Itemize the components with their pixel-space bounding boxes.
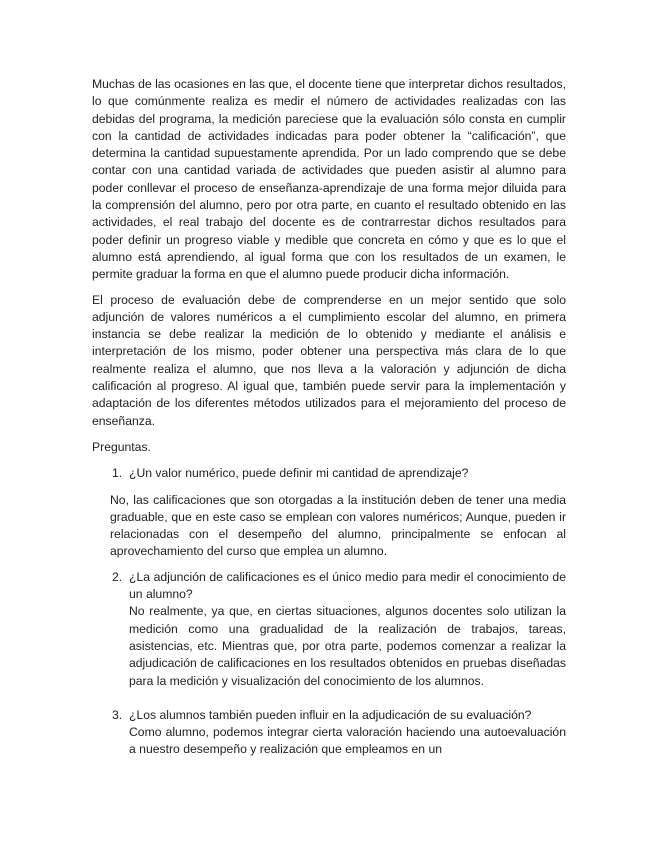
question-item-1	[92, 465, 566, 560]
question-text: ¿Los alumnos también pueden influir en la adjudicación de su evaluación?	[129, 707, 532, 722]
question-text: ¿Un valor numérico, puede definir mi cantidad de aprendizaje?	[129, 466, 469, 481]
document-page	[92, 76, 566, 759]
question-item-2	[92, 569, 566, 690]
question-number: 2.	[112, 569, 123, 584]
questions-list	[92, 465, 566, 758]
question-text: ¿La adjunción de calificaciones es el único medio para medir el conocimiento de un alumno?	[129, 569, 566, 602]
answer-text: Como alumno, podemos integrar cierta valoración haciendo una autoevaluación a nuestro desempeño y realización que empleamos en un	[129, 725, 566, 757]
question-number: 1.	[112, 466, 123, 481]
questions-heading: Preguntas.	[92, 439, 151, 454]
paragraph-evaluation-interpretation: Muchas de las ocasiones en las que, el docente tiene que interpretar dichos resultados, lo que comúnmente realiza es medir el número de actividades realizadas con las debidas del programa, la medición pareciese que la evaluación sólo consta en cumplir con la cantidad de actividades indicadas para poder obtener la “calificación”, que determina la cantidad supuestamente aprendida. Por un lado comprendo que se debe contar con una cantidad variada de actividades que pueden asistir al alumno para poder conllevar el proceso de enseñanza-aprendizaje de una forma mejor diluida para la comprensión del alumno, pero por otra parte, en cuanto el resultado obtenido en las actividades, el real trabajo del docente es de contrarrestar dichos resultados para poder definir un progreso viable y medible que concreta en cómo y que es lo que el alumno está aprendiendo, al igual forma que con los resultados de un examen, le permite graduar la forma en que el alumno puede producir dicha información.	[92, 77, 566, 282]
answer-text: No realmente, ya que, en ciertas situaciones, algunos docentes solo utilizan la medición como una gradualidad de la realización de trabajos, tareas, asistencias, etc. Mientras que, por otra parte, podemos comenzar a realizar la adjudicación de calificaciones en los resultados obtenidos en pruebas diseñadas para la medición y visualización del conocimiento de los alumnos.	[129, 604, 566, 688]
question-number: 3.	[112, 707, 123, 722]
paragraph-evaluation-process: El proceso de evaluación debe de comprenderse en un mejor sentido que solo adjunción de valores numéricos a el cumplimiento escolar del alumno, en primera instancia se debe realizar la medición de lo obtenido y mediante el análisis e interpretación de los mismo, poder obtener una perspectiva más clara de lo que realmente realiza el alumno, que nos lleva a la valoración y adjunción de dicha calificación al progreso. Al igual que, también puede servir para la implementación y adaptación de los diferentes métodos utilizados para el mejoramiento del proceso de enseñanza.	[92, 292, 566, 428]
question-item-3	[92, 707, 566, 759]
answer-text: No, las calificaciones que son otorgadas a la institución deben de tener una media graduable, que en este caso se emplean con valores numéricos; Aunque, pueden ir relacionadas con el desempeño del alumno, principalmente se enfocan al aprovechamiento del curso que emplea un alumno.	[110, 492, 566, 559]
